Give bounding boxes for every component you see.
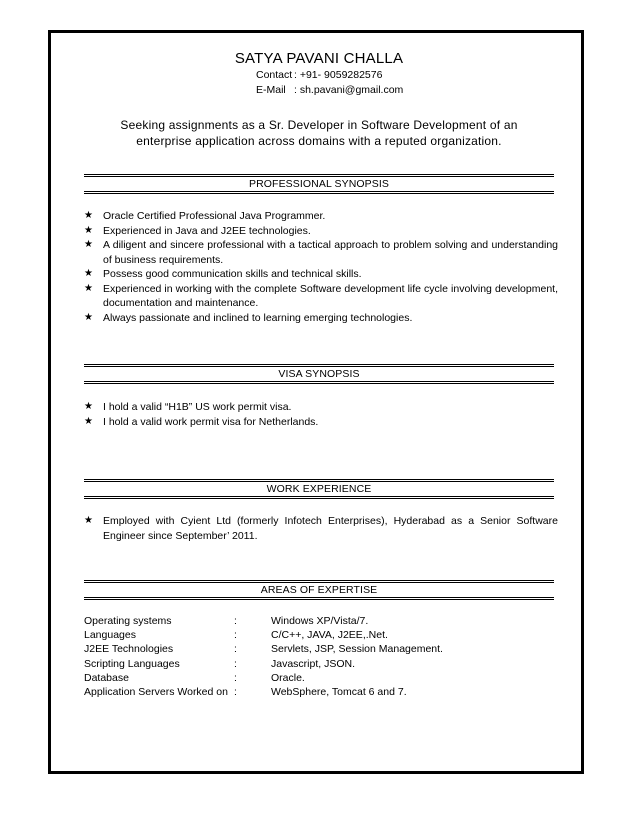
expertise-label: Operating systems: [84, 615, 172, 627]
list-item: [84, 311, 558, 326]
career-objective: Seeking assignments as a Sr. Developer in Software Development of an enterprise application across domains with a reputed organization.: [120, 118, 518, 148]
list-item: [84, 282, 558, 311]
expertise-label: J2EE Technologies: [84, 643, 174, 656]
expertise-table: [84, 614, 551, 699]
section-title: PROFESSIONAL SYNOPSIS: [249, 178, 389, 190]
list-item-text: I hold a valid “H1B” US work permit visa.: [103, 401, 292, 413]
star-icon: ★: [84, 282, 93, 294]
expertise-colon: :: [234, 615, 237, 627]
contact-phone-line: [256, 68, 403, 83]
expertise-colon: :: [234, 629, 237, 642]
star-icon: ★: [84, 268, 93, 279]
table-row: [84, 657, 551, 671]
expertise-value: Servlets, JSP, Session Management.: [271, 643, 443, 656]
expertise-value: Oracle.: [271, 671, 305, 684]
section-header-visa-synopsis: [84, 364, 554, 384]
list-item-text: Always passionate and inclined to learning emerging technologies.: [103, 311, 413, 324]
list-item: [84, 238, 558, 267]
expertise-label: Database: [84, 671, 129, 684]
expertise-colon: :: [234, 643, 237, 656]
table-row: [84, 685, 551, 699]
expertise-label: Languages: [84, 629, 136, 642]
list-item: [84, 514, 558, 543]
star-icon: ★: [84, 224, 93, 236]
section-title: WORK EXPERIENCE: [266, 483, 372, 495]
table-row: [84, 642, 551, 656]
list-item: [84, 224, 558, 239]
section-title: VISA SYNOPSIS: [278, 368, 360, 380]
contact-block: [256, 68, 403, 97]
table-row: [84, 628, 551, 642]
expertise-value: Javascript, JSON.: [271, 657, 356, 670]
list-item: [84, 400, 558, 415]
expertise-colon: :: [234, 671, 237, 684]
expertise-label: Application Servers Worked on: [84, 685, 228, 698]
email-label: E-Mail: [256, 83, 286, 96]
star-icon: ★: [84, 210, 93, 221]
star-icon: ★: [84, 239, 93, 250]
list-item-text: Possess good communication skills and technical skills.: [103, 268, 362, 280]
table-row: [84, 671, 551, 685]
contact-phone: : +91- 9059282576: [294, 69, 383, 81]
list-item-text: A diligent and sincere professional with a tactical approach to problem solving and understanding of business requirements.: [103, 239, 558, 266]
star-icon: ★: [84, 401, 93, 412]
contact-email: : sh.pavani@gmail.com: [294, 83, 404, 96]
star-icon: ★: [84, 415, 93, 427]
list-item-text: Experienced in working with the complete Software development life cycle involving development, documentation and maintenance.: [103, 282, 558, 309]
list-item: [84, 267, 558, 282]
section-header-work-experience: [84, 479, 554, 499]
work-experience-list: [84, 514, 558, 543]
visa-synopsis-list: [84, 400, 558, 429]
section-header-areas-of-expertise: [84, 580, 554, 600]
section-title: AREAS OF EXPERTISE: [260, 584, 378, 596]
contact-label: Contact: [256, 69, 293, 81]
list-item: [84, 415, 558, 430]
candidate-name: SATYA PAVANI CHALLA: [234, 50, 404, 67]
expertise-colon: :: [234, 685, 237, 698]
expertise-value: C/C++, JAVA, J2EE,.Net.: [271, 629, 388, 642]
section-header-professional-synopsis: [84, 174, 554, 194]
table-row: [84, 614, 551, 628]
professional-synopsis-list: [84, 209, 558, 325]
expertise-value: Windows XP/Vista/7.: [271, 615, 369, 627]
expertise-colon: :: [234, 657, 237, 670]
list-item-text: I hold a valid work permit visa for Netherlands.: [103, 415, 319, 428]
expertise-label: Scripting Languages: [84, 657, 180, 670]
list-item-text: Oracle Certified Professional Java Programmer.: [103, 210, 326, 222]
star-icon: ★: [84, 515, 93, 526]
expertise-value: WebSphere, Tomcat 6 and 7.: [271, 685, 407, 698]
star-icon: ★: [84, 311, 93, 323]
list-item-text: Employed with Cyient Ltd (formerly Infotech Enterprises), Hyderabad as a Senior Software Engineer since September’ 2011.: [103, 515, 558, 542]
list-item-text: Experienced in Java and J2EE technologies.: [103, 224, 311, 237]
contact-email-line: [256, 83, 403, 98]
list-item: [84, 209, 558, 224]
